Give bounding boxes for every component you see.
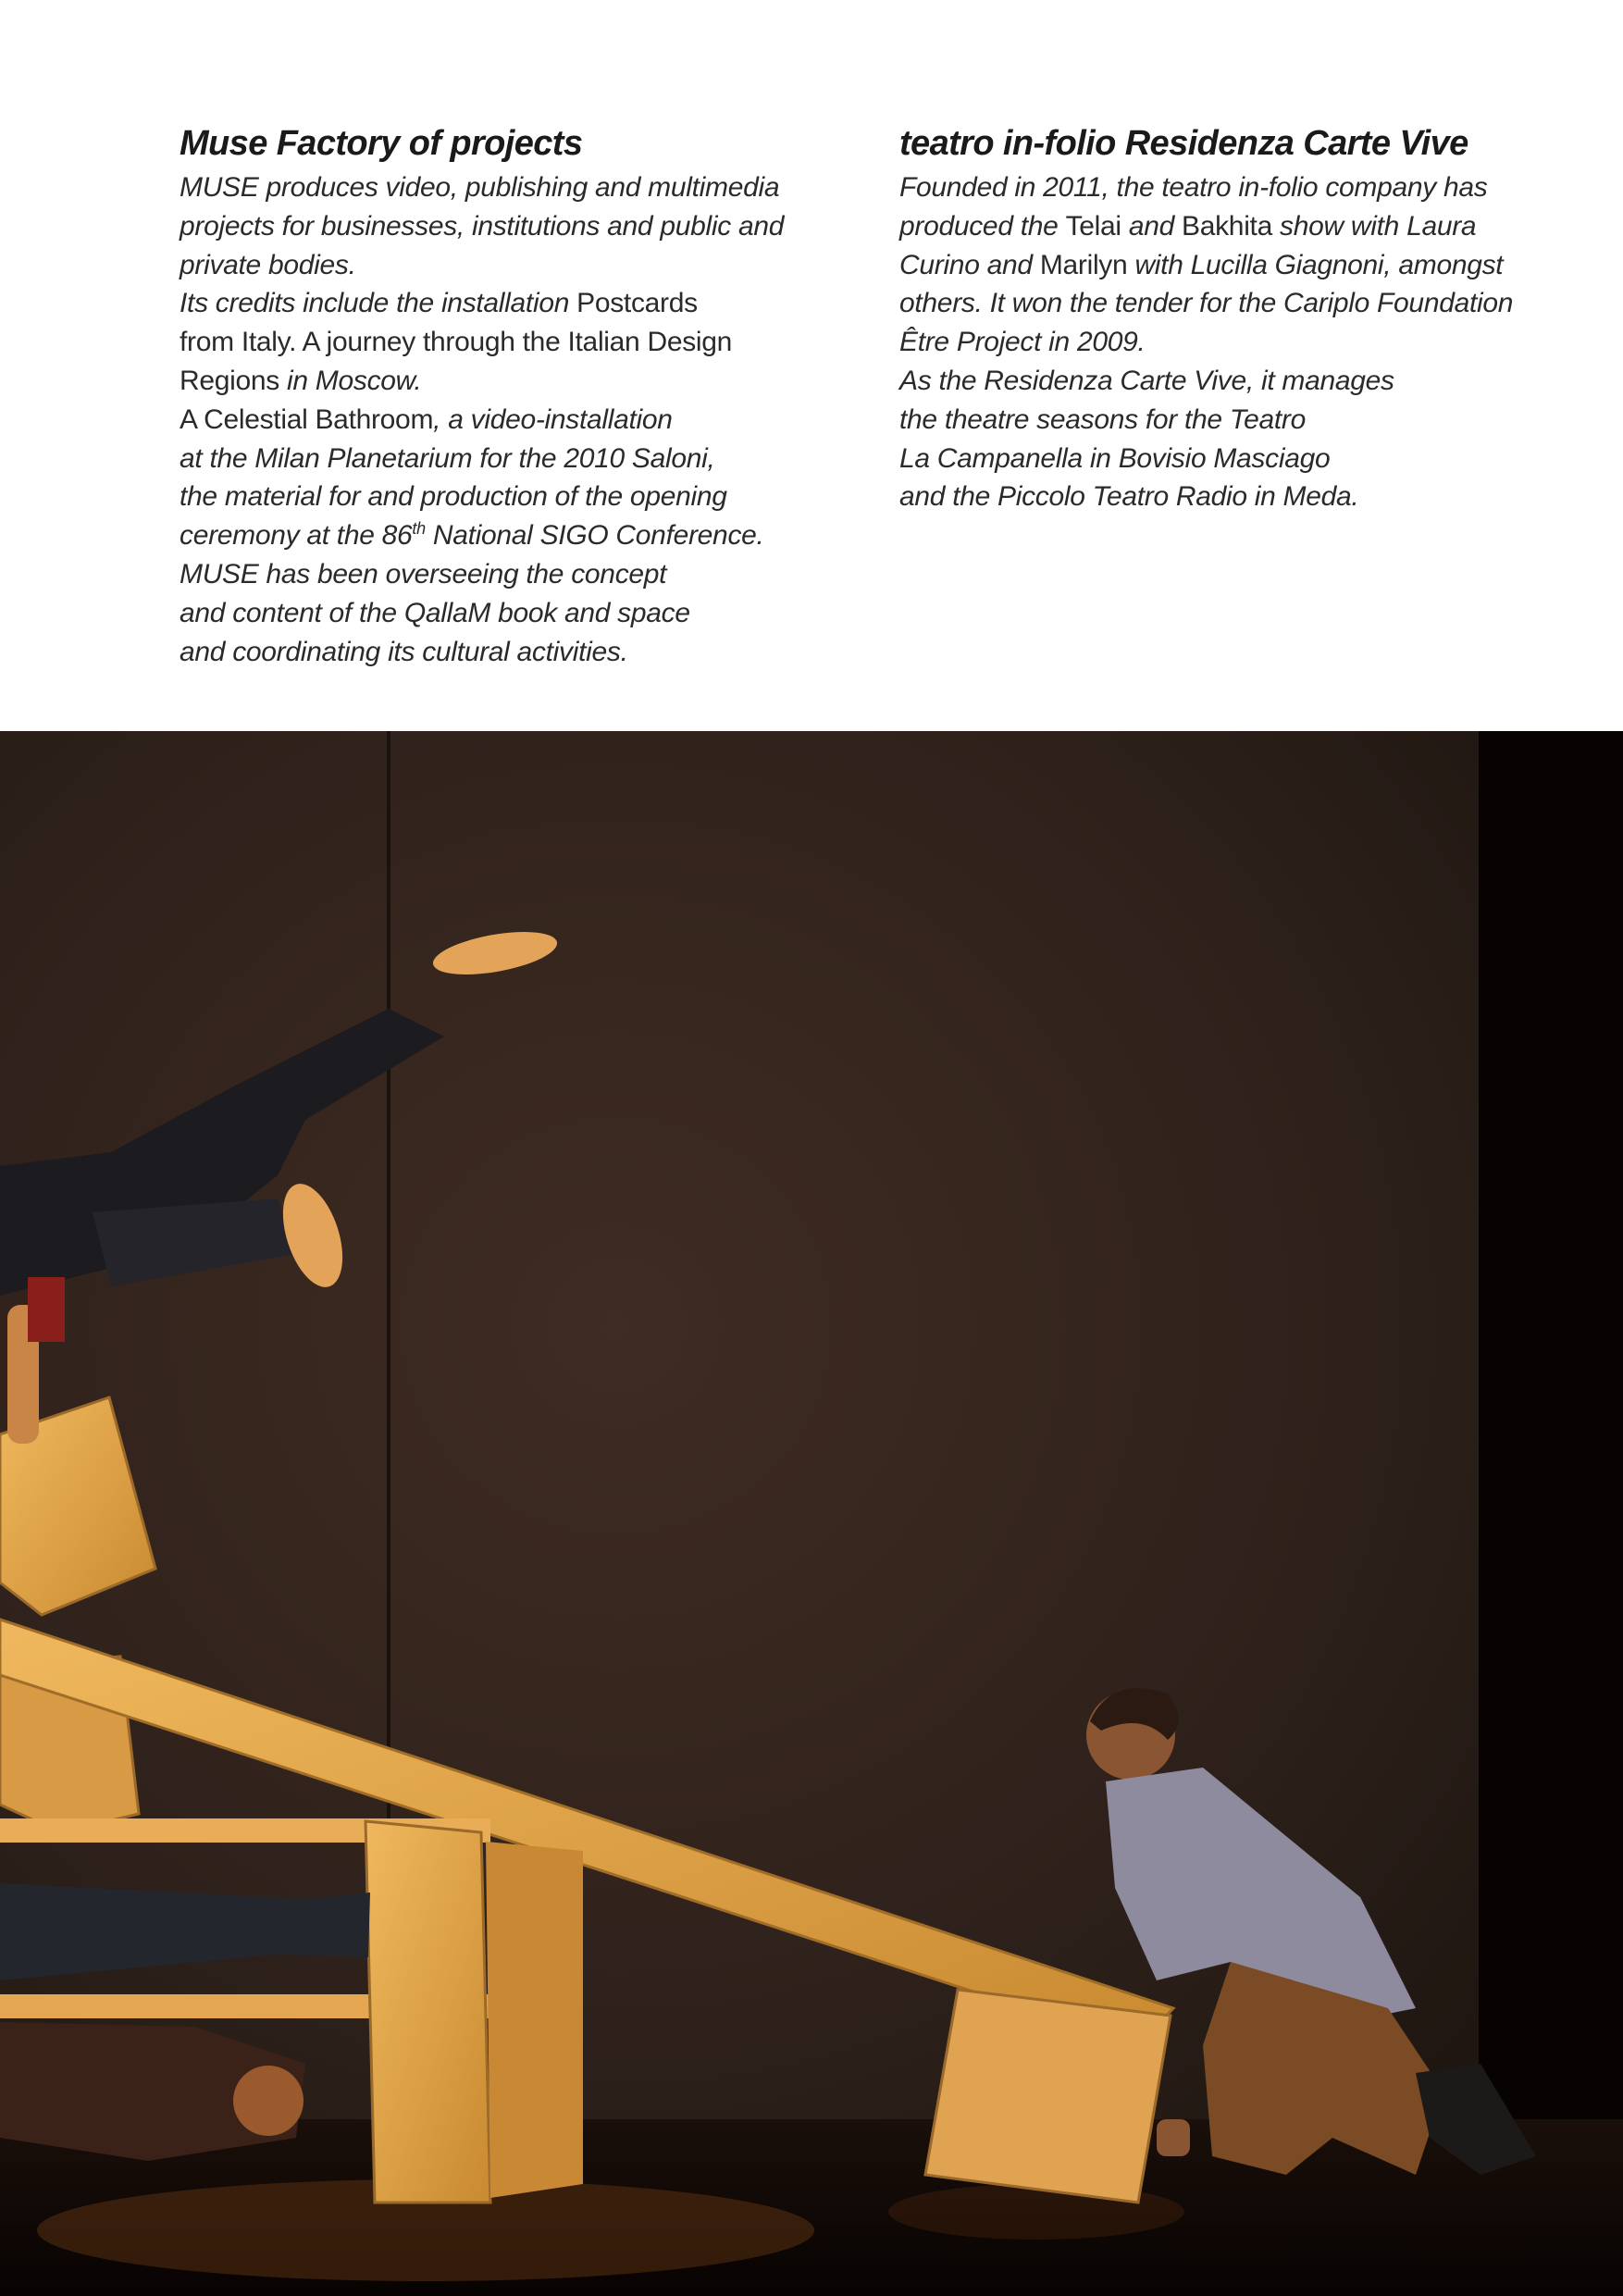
text-segment: and coordinating its cultural activities. (180, 636, 628, 667)
text-segment: private bodies. (180, 249, 356, 280)
text-line (180, 555, 846, 594)
text-segment: and content of the QallaM book and space (180, 597, 690, 628)
text-line (899, 440, 1566, 478)
text-line (180, 207, 846, 246)
text-segment: Regions (180, 365, 279, 396)
text-line (180, 246, 846, 285)
text-line (899, 246, 1566, 285)
text-line (180, 440, 846, 478)
plank-leg (925, 1990, 1171, 2203)
text-segment: As the Residenza Carte Vive, it manages (899, 365, 1394, 396)
text-segment: with Lucilla Giagnoni, amongst (1127, 249, 1504, 280)
left-column-body (180, 168, 846, 671)
text-line (180, 168, 846, 207)
text-segment: Être Project in 2009. (899, 327, 1146, 358)
left-column-heading: Muse Factory of projects (180, 124, 583, 163)
text-segment: Postcards (576, 288, 698, 319)
text-line (899, 284, 1566, 323)
lying-performer-head (233, 2066, 304, 2136)
left-column (180, 118, 846, 671)
text-segment: others. It won the tender for the Cariplo Foundation (899, 288, 1514, 319)
text-line (899, 323, 1566, 362)
text-segment: , a video-installation (433, 403, 673, 435)
text-line (180, 362, 846, 401)
text-segment: the material for and production of the opening (180, 481, 727, 513)
text-segment: produced the (899, 210, 1066, 242)
text-line (180, 284, 846, 323)
text-segment: Telai (1065, 210, 1121, 242)
text-line (180, 594, 846, 633)
text-segment: at the Milan Planetarium for the 2010 Saloni, (180, 442, 715, 474)
text-segment: in Moscow. (279, 365, 422, 396)
text-segment: and the Piccolo Teatro Radio in Meda. (899, 481, 1359, 513)
text-segment: National SIGO Conference. (425, 520, 764, 552)
text-segment: and (1121, 210, 1183, 242)
text-segment: projects for businesses, institutions and public and (180, 210, 785, 242)
text-line (899, 207, 1566, 246)
kneeling-performer-hand (1157, 2119, 1190, 2156)
right-column-heading: teatro in-folio Residenza Carte Vive (899, 124, 1468, 163)
text-segment: ceremony at the 86 (180, 520, 413, 552)
right-column (899, 118, 1566, 516)
text-line (180, 323, 846, 362)
text-line (180, 401, 846, 440)
text-segment: A Celestial Bathroom (180, 403, 434, 435)
text-segment: from Italy. A journey through the Italian Design (180, 327, 733, 358)
frame-post (365, 1821, 490, 2203)
text-line (899, 168, 1566, 207)
text-segment: the theatre seasons for the Teatro (899, 403, 1306, 435)
text-line (180, 633, 846, 672)
text-segment: MUSE produces video, publishing and multimedia (180, 172, 780, 203)
text-segment: Marilyn (1039, 249, 1128, 280)
text-segment: MUSE has been overseeing the concept (180, 558, 667, 590)
text-segment: Its credits include the installation (180, 288, 577, 319)
text-line (899, 362, 1566, 401)
stage-performance-photo (0, 731, 1623, 2296)
text-line (180, 478, 846, 516)
text-segment: Bakhita (1182, 210, 1272, 242)
performer-red-accent (28, 1277, 65, 1342)
text-segment: La Campanella in Bovisio Masciago (899, 442, 1331, 474)
text-line (899, 478, 1566, 516)
text-segment: th (412, 519, 426, 539)
dark-wing (1479, 731, 1623, 2296)
right-column-body (899, 168, 1566, 516)
text-segment: Founded in 2011, the teatro in-folio company has (899, 172, 1488, 203)
text-line (180, 516, 846, 555)
text-segment: Curino and (899, 249, 1040, 280)
text-line (899, 401, 1566, 440)
text-segment: show with Laura (1271, 210, 1477, 242)
frame-post-2 (486, 1842, 583, 2198)
